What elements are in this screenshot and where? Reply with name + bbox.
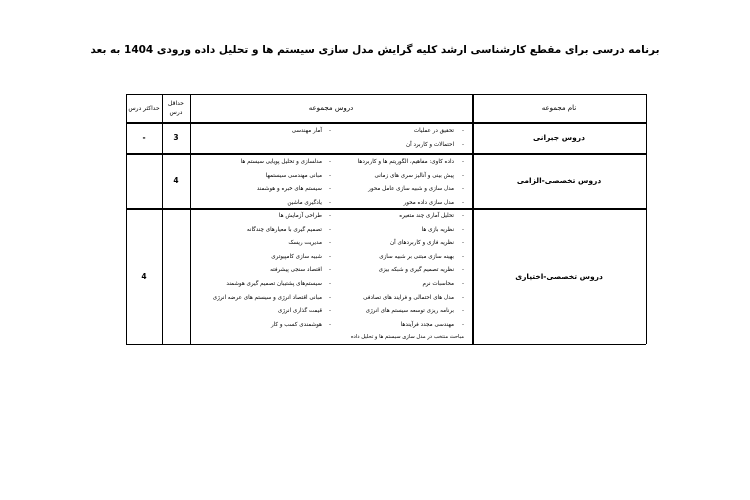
course-item xyxy=(126,128,322,134)
course-title: پیش بینی و آنالیز سری های زمانی xyxy=(374,172,454,179)
bullet-dash-icon: - xyxy=(462,294,465,301)
bullet-dash-icon: - xyxy=(462,308,465,315)
bullet-dash-icon: - xyxy=(462,240,465,247)
bullet-dash-icon: - xyxy=(462,213,465,219)
course-title: سیستم های خبره و هوشمند xyxy=(256,186,322,193)
course-title: مدیریت ریسک xyxy=(288,240,322,247)
bullet-dash-icon: - xyxy=(329,294,332,301)
course-title: تحقیق در عملیات xyxy=(413,128,454,134)
course-title: مهندسی مجدد فرآیندها xyxy=(400,321,454,328)
course-title: بهینه سازی مبتنی بر شبیه سازی xyxy=(379,253,454,260)
course-title: مدلسازی و تحلیل پویایی سیستم ها xyxy=(240,159,322,165)
course-title: محاسبات نرم xyxy=(422,281,454,287)
course-title: مدل سازی داده محور xyxy=(403,199,454,206)
course-title: مبانی اقتصاد انرژی و سیستم های عرضه انرژی xyxy=(212,294,322,301)
bullet-dash-icon: - xyxy=(329,240,332,247)
bullet-dash-icon: - xyxy=(329,199,332,206)
course-item xyxy=(126,308,322,314)
bullet-dash-icon: - xyxy=(462,281,465,287)
group-max-elective: 4 xyxy=(141,271,147,281)
bullet-dash-icon: - xyxy=(462,172,465,179)
bullet-dash-icon: - xyxy=(462,141,465,148)
course-title: مبانی مهندسی سیستمها xyxy=(265,172,322,179)
bullet-dash-icon: - xyxy=(462,186,465,193)
course-title: شبیه سازی کامپیوتری xyxy=(271,253,322,260)
course-title: نظریه بازی ها xyxy=(421,226,454,233)
bullet-dash-icon: - xyxy=(329,128,332,134)
bullet-dash-icon: - xyxy=(329,308,332,315)
group-name-mandatory: دروس تخصصی-الزامی xyxy=(516,176,602,185)
group-min-compensatory: 3 xyxy=(173,133,179,142)
bullet-dash-icon: - xyxy=(462,199,465,206)
bullet-dash-icon: - xyxy=(329,186,332,193)
course-title: هوشمندی کسب و کار xyxy=(270,321,322,328)
course-item xyxy=(126,254,322,260)
bullet-dash-icon: - xyxy=(462,226,465,233)
bullet-dash-icon: - xyxy=(329,213,332,219)
header-min-courses: حداقل درس xyxy=(168,100,184,116)
course-title: تصمیم گیری با معیارهای چندگانه xyxy=(246,226,322,233)
course-item xyxy=(126,281,322,287)
bullet-dash-icon: - xyxy=(329,226,332,233)
bullet-dash-icon: - xyxy=(462,267,465,274)
header-group-courses: دروس مجموعه xyxy=(308,103,354,112)
course-title: داده کاوی: مفاهیم، الگوریتم ها و کاربردها xyxy=(357,159,454,165)
group-name-elective: دروس تخصصی-اختیاری xyxy=(515,271,603,281)
curriculum-table xyxy=(126,94,646,344)
bullet-dash-icon: - xyxy=(329,159,332,165)
group-min-mandatory: 4 xyxy=(173,176,179,185)
course-title: مدل های احتمالی و فرایند های تصادفی xyxy=(363,294,454,301)
course-title: نظریه فازی و کاربردهای آن xyxy=(390,240,454,247)
bullet-dash-icon: - xyxy=(462,321,465,328)
bullet-dash-icon: - xyxy=(462,253,465,260)
course-title: تحلیل آماری چند متغیره xyxy=(399,213,454,219)
course-item xyxy=(126,267,322,273)
course-item xyxy=(126,159,322,165)
selected-topics-note: مباحث منتخب در مدل سازی سیستم ها و تحلیل داده xyxy=(350,334,464,341)
bullet-dash-icon: - xyxy=(462,128,465,134)
bullet-dash-icon: - xyxy=(329,281,332,287)
header-max-courses: حداکثر درس xyxy=(128,104,160,112)
course-item xyxy=(126,142,454,148)
header-group-name: نام مجموعه xyxy=(541,103,577,112)
course-title: مدل سازی و شبیه سازی عامل محور xyxy=(368,186,454,193)
course-item xyxy=(126,240,322,246)
course-item xyxy=(126,227,322,233)
course-title: نظریه تصمیم گیری و شبکه بیزی xyxy=(378,267,454,274)
bullet-dash-icon: - xyxy=(329,253,332,260)
course-item xyxy=(126,295,322,301)
course-title: احتمالات و کاربرد آن xyxy=(406,141,454,148)
course-title: سیستم‌های پشتیبان تصمیم گیری هوشمند xyxy=(226,281,322,287)
bullet-dash-icon: - xyxy=(329,172,332,179)
course-item xyxy=(126,200,322,206)
bullet-dash-icon: - xyxy=(462,159,465,165)
course-item xyxy=(126,213,322,219)
course-title: طراحی آزمایش ها xyxy=(278,213,322,219)
course-title: قیمت گذاری انرژی xyxy=(277,308,322,315)
bullet-dash-icon: - xyxy=(329,321,332,328)
course-title: اقتصاد سنجی پیشرفته xyxy=(270,267,322,274)
course-title: یادگیری ماشین xyxy=(287,199,322,206)
course-item xyxy=(126,173,322,179)
course-item xyxy=(126,186,322,192)
bullet-dash-icon: - xyxy=(329,267,332,274)
course-title: برنامه ریزی توسعه سیستم های انرژی xyxy=(365,308,454,315)
page-title: برنامه درسی برای مقطع کارشناسی ارشد کلیه گرایش مدل سازی سیستم ها و تحلیل داده ورودی 1404 به بعد xyxy=(90,44,660,56)
group-max-compensatory: - xyxy=(142,133,146,142)
course-title: آمار مهندسی xyxy=(291,128,322,134)
group-name-compensatory: دروس جبرانی xyxy=(533,133,585,142)
course-item xyxy=(126,322,322,328)
